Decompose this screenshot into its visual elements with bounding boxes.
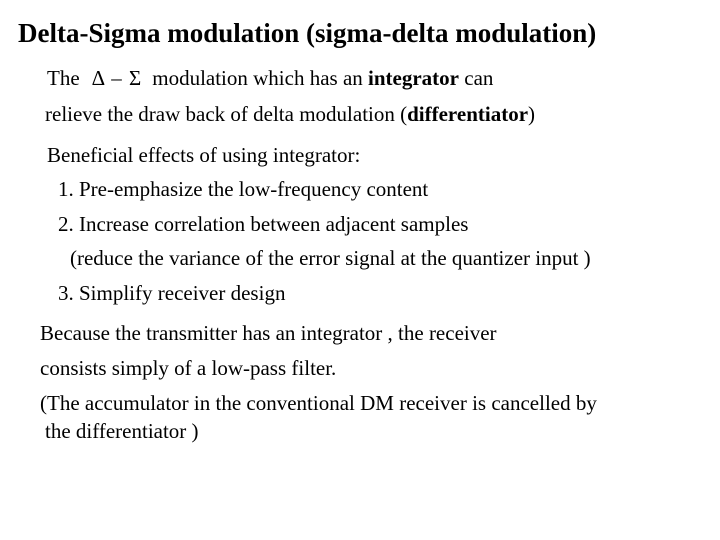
effect-item-2: 2. Increase correlation between adjacent samples: [58, 212, 469, 236]
integrator-term: integrator: [368, 66, 459, 90]
effects-heading: Beneficial effects of using integrator:: [47, 143, 361, 167]
intro-line-2: [45, 101, 535, 127]
slide-title: Delta-Sigma modulation (sigma-delta modulation): [18, 18, 597, 48]
differentiator-term: differentiator: [407, 102, 529, 126]
receiver-line-3: (The accumulator in the conventional DM receiver is cancelled by: [40, 391, 597, 415]
intro-line-1: [47, 65, 493, 91]
intro-the: The: [47, 66, 80, 90]
effect-item-2-detail: (reduce the variance of the error signal at the quantizer input ): [70, 246, 591, 270]
receiver-line-1: Because the transmitter has an integrator , the receiver: [40, 321, 497, 345]
intro-line2-start: relieve the draw back of delta modulation (: [45, 102, 408, 126]
intro-line2-end: ): [528, 102, 536, 126]
receiver-line-4: the differentiator ): [45, 419, 199, 443]
intro-line1-rest: modulation which has an: [152, 66, 363, 90]
delta-sigma-symbol: Δ – Σ: [91, 66, 143, 90]
intro-can: can: [464, 66, 494, 90]
effect-item-3: 3. Simplify receiver design: [58, 281, 286, 305]
effect-item-1: 1. Pre-emphasize the low-frequency content: [58, 177, 429, 201]
receiver-line-2: consists simply of a low-pass filter.: [40, 356, 337, 380]
